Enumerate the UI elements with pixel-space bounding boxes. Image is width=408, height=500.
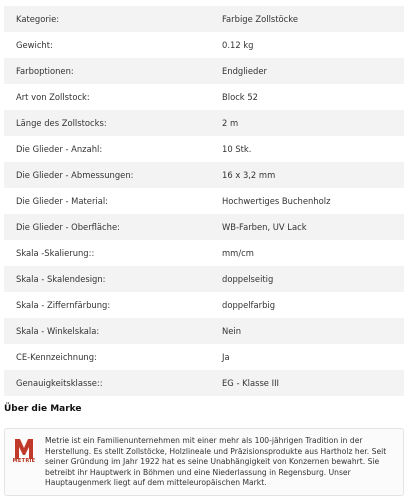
spec-row (4, 6, 404, 32)
spec-row (4, 370, 404, 396)
spec-row (4, 292, 404, 318)
spec-label: Die Glieder - Anzahl: (16, 143, 103, 154)
spec-value: 10 Stk. (222, 143, 252, 154)
spec-label: Genauigkeitsklasse:: (16, 377, 103, 388)
spec-label: Farboptionen: (16, 65, 74, 76)
spec-value: Block 52 (222, 91, 258, 102)
spec-label: Skala -Skalierung:: (16, 247, 95, 258)
brand-heading: Über die Marke (4, 404, 82, 414)
spec-label: Skala - Winkelskala: (16, 325, 100, 336)
spec-value: 0.12 kg (222, 39, 254, 50)
spec-row (4, 84, 404, 110)
spec-row (4, 344, 404, 370)
spec-row (4, 32, 404, 58)
brand-card (4, 428, 404, 496)
spec-label: Art von Zollstock: (16, 91, 90, 102)
spec-row (4, 214, 404, 240)
specifications-table (4, 6, 404, 396)
spec-row (4, 162, 404, 188)
spec-label: CE-Kennzeichnung: (16, 351, 97, 362)
spec-value: 16 x 3,2 mm (222, 169, 276, 180)
spec-value: Endglieder (222, 65, 267, 76)
spec-label: Gewicht: (16, 39, 53, 50)
spec-value: WB-Farben, UV Lack (222, 221, 307, 232)
spec-row (4, 266, 404, 292)
spec-value: mm/cm (222, 247, 254, 258)
spec-label: Kategorie: (16, 13, 60, 24)
spec-label: Skala - Skalendesign: (16, 273, 106, 284)
spec-row (4, 110, 404, 136)
spec-label: Skala - Ziffernfärbung: (16, 299, 111, 310)
spec-value: doppelseitig (222, 273, 274, 284)
spec-value: Nein (222, 325, 242, 336)
spec-row (4, 188, 404, 214)
spec-row (4, 318, 404, 344)
spec-value: Ja (222, 351, 230, 362)
spec-value: 2 m (222, 117, 239, 128)
spec-value: Farbige Zollstöcke (222, 13, 298, 24)
spec-label: Die Glieder - Abmessungen: (16, 169, 134, 180)
spec-row (4, 136, 404, 162)
spec-row (4, 240, 404, 266)
spec-label: Die Glieder - Oberfläche: (16, 221, 120, 232)
brand-description: Metrie ist ein Familienunternehmen mit einer mehr als 100-jährigen Tradition in der Herstellung. Es stellt Zollstöcke, Holzlineale und Präzisionsprodukte aus Hartholz her. Seit seiner Gründung im Jahr 1922 hat es seine Unabhängigkeit von Konzernen bewahrt. Sie betreibt ihr Hauptwerk in Böhmen und eine Niederlassung in Regensburg. Unser Hauptaugenmerk liegt auf dem mitteleuropäischen Markt. (45, 436, 387, 488)
spec-value: Hochwertiges Buchenholz (222, 195, 331, 206)
spec-row (4, 58, 404, 84)
spec-label: Die Glieder - Material: (16, 195, 108, 206)
brand-logo-text: METRIE (12, 458, 36, 464)
spec-value: EG - Klasse III (222, 377, 280, 388)
spec-value: doppelfarbig (222, 299, 276, 310)
spec-label: Länge des Zollstocks: (16, 117, 107, 128)
